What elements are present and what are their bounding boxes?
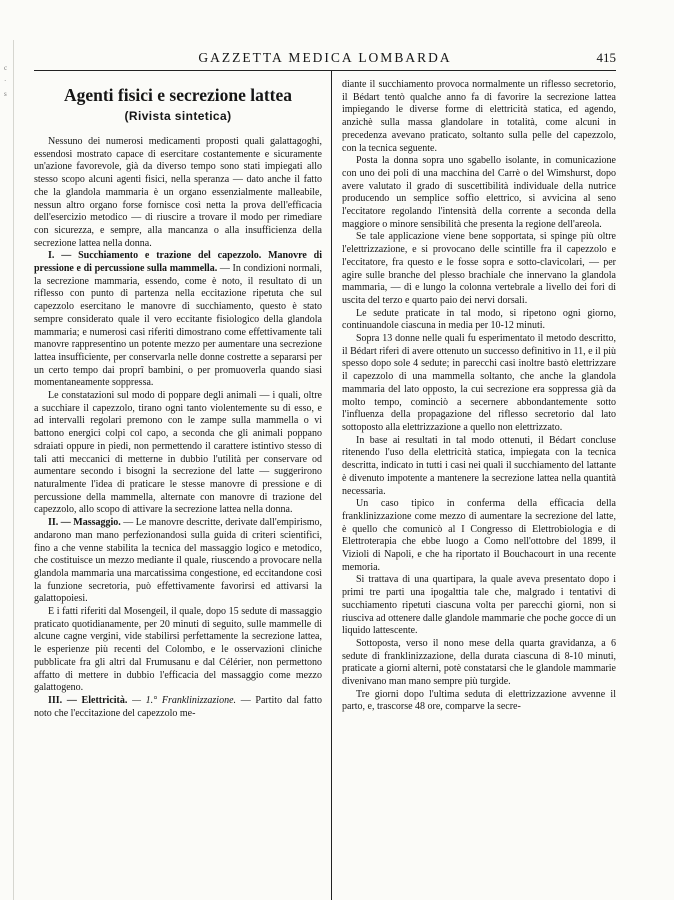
- section-2-paragraph-2: E i fatti riferiti dal Mosengeil, il quale, dopo 15 sedute di massaggio praticato quotidianamente, per 20 minuti di seguito, sulle mammelle di alcune cagne vergini, vide stabilirsi perfettamente la secrezione lattea, le esperienze più recenti del Colombo, e le osservazioni cliniche pubblicate fra gli altri dal Frumusanu e dal Célérier, non permettono affatto di mettere in dubbio l'efficacia del massaggio come mezzo galattogeno.: [34, 606, 322, 694]
- article-subtitle: (Rivista sintetica): [124, 109, 232, 123]
- running-header: [34, 50, 616, 68]
- paragraph: Se tale applicazione viene bene sopportata, si spinge più oltre l'elettrizzazione, e si provocano delle scintille fra il capezzolo e l'eccitatore, fra questo e le fosse sopra e sotto-clavicolari, — per agire sulle branche del plesso brachiale che innervano la glandola mammaria, — di e lungo la colonna vertebrale a livello dei fori di uscita del terzo e quarto paio dei nervi dorsali.: [342, 231, 616, 306]
- section-1-paragraph: [34, 250, 322, 390]
- paragraph: Le sedute praticate in tal modo, si ripetono ogni giorno, continuandole ciascuna in media per 10-12 minuti.: [342, 307, 616, 332]
- section-3-subheading: — 1.° Franklinizzazione.: [132, 694, 237, 706]
- paragraph: In base ai resultati in tal modo ottenuti, il Bédart concluse ritenendo l'uso della elettricità statica, impiegata con la tecnica descritta, indicato in tutti i casi nei quali il succhiamento del lattante è divenuto impotente a mantenere la secrezione lattea nella quantità necessaria.: [342, 434, 616, 497]
- article-title: Agenti fisici e secrezione lattea: [63, 85, 293, 105]
- paragraph: Un caso tipico in conferma della efficacia della franklinizzazione come mezzo di aumentare la secrezione del latte, è quello che comunicò al I Congresso di Elettrobiologia e di Elettroterapia che ebbe luogo a Como nell'ottobre del 1899, il Vizioli di Napoli, e che ha riportato il Bouchacourt in una recente memoria.: [342, 498, 616, 573]
- section-1-text: — In condizioni normali, la secrezione mammaria, essendo, come è noto, il resultato di un riflesso con punto di partenza nella eccitazione ripetuta che sul capezzolo esercitano le manovre di succhiamento, questo è stato sempre considerato quale il vero eccitante fisiologico della glandola mammaria; e numerosi casi riferiti dimostrano come effettivamente tali manovre rappresentino un potente mezzo per aumentare una secrezione lattea insufficiente, per conservarla nelle donne costrette a separarsi per un certo tempo dai proprî bambini, o per promuoverla quando siasi momentaneamente soppressa.: [34, 263, 322, 389]
- margin-mark: c: [4, 64, 8, 72]
- section-2-text: — Le manovre descritte, derivate dall'empirismo, andarono man mano perfezionandosi sulla guida di criteri scientifici, fino a che venne stabilita la tecnica del massaggio logico e metodico, che costituisce un mezzo mediante il quale, riuscendo a provocare nella glandola mammaria una marcatissima congestione, ed eccitandone così la funzione secretoria, può effettivamente favorirsi ed attivarsi la galattopoiesi.: [34, 517, 322, 605]
- section-1-paragraph-2: Le constatazioni sul modo di poppare degli animali — i quali, oltre a succhiare il capezzolo, tirano ogni tanto violentemente su di esso, e ad intervalli regolari premono con le zampe sulla mammella o vi battono energici colpi col capo, a seconda che gli animali poppano sdraiati oppure in piedi, non permettendo il carattere istintivo stesso di tali atti meccanici di metterne in dubbio l'utilità per conservare od aumentare secondo i bisogni la secrezione del latte — suggerirono naturalmente l'idea di praticare le stesse manovre di pressione e di percussione della mammella, alternate con manovre di trazione del capezzolo, allo scopo di attivare la secrezione lattea nella donna.: [34, 390, 322, 516]
- column-divider: [331, 70, 332, 900]
- section-2-paragraph: [34, 517, 322, 606]
- paragraph: Sopra 13 donne nelle quali fu esperimentato il metodo descritto, il Bédart riferì di avere ottenuto un successo definitivo in 11, e il più spesso dopo sole 4 sedute; in parecchi casi inoltre bastò elettrizzare il capezzolo di una mammella soltanto, che anche la glandola mammaria del lato opposto, la cui secrezione era soppressa già da molto tempo, cominciò a secernere abbondantemente sotto l'influenza della propagazione del riflesso secretorio dal lato sottoposto alla elettrizzazione a quello non elettrizzato.: [342, 333, 616, 433]
- page-number: 415: [596, 50, 616, 65]
- margin-mark: ·: [4, 77, 7, 85]
- paragraph: Sottoposta, verso il nono mese della quarta gravidanza, a 6 sedute di franklinizzazione, della durata ciascuna di 8-10 minuti, praticate a giorni alterni, potè constatarsi che le glandole mammarie divenivano man mano sempre più turgide.: [342, 637, 616, 688]
- left-column: [34, 76, 322, 720]
- paragraph: Tre giorni dopo l'ultima seduta di elettrizzazione avvenne il parto, e, trascorse 48 ore, comparve la secre-: [342, 688, 616, 713]
- journal-title: GAZZETTA MEDICA LOMBARDA: [198, 50, 452, 65]
- section-3-text: — Partito dal fatto noto che l'eccitazione del capezzolo me-: [34, 694, 323, 719]
- continued-paragraph: diante il succhiamento provoca normalmente un riflesso secretorio, il Bédart tentò qualche anno fa di favorire la secrezione lattea impiegando le diverse forme di elettricità statica, ed agendo, anzichè sulla massa glandolare in totalità, come alcuni in precedenza avevano praticato, soltanto sulla pelle del capezzolo, con la tecnica seguente.: [342, 79, 616, 154]
- header-rule: [34, 70, 616, 71]
- section-3-heading: III. — Elettricità.: [48, 694, 128, 706]
- margin-marks: [4, 62, 14, 101]
- binding-edge: [13, 40, 14, 900]
- paragraph: Si trattava di una quartipara, la quale aveva presentato dopo i primi tre parti una ipogalttia tale che, malgrado i tentativi di succhiamento ripetuti ciascuna volta per parecchi giorni, non si riusciva ad ottenere dalle glandole mammarie che poche gocce di un liquido lattescente.: [342, 574, 616, 637]
- paragraph: Posta la donna sopra uno sgabello isolante, in comunicazione con uno dei poli di una macchina del Carrè o del Wimshurst, dopo avere valutato il grado di suscettibilità individuale della nutrice producendo un semplice soffio elettrico, si avvicina al seno l'eccitatore regolando l'intensità della corrente a seconda della maggiore o minore sensibilità che presenta la regione dell'areola.: [342, 155, 616, 230]
- intro-paragraph: Nessuno dei numerosi medicamenti proposti quali galattagoghi, essendosi mostrato capace di esercitare costantemente e sicuramente un'azione favorevole, già da diverso tempo sono stati impiegati allo stesso scopo alcuni agenti fisici, nella speranza — dato anche il fatto che la glandola mammaria è un organo essenzialmente malleabile, nessun altro organo forse fornisce così netta la prova dell'efficacia dell'esercizio metodico — di riuscire a trovare il modo per rimediare con sicurezza, e sempre, alla mancanza o alla insufficienza della secrezione lattea nella donna.: [34, 136, 322, 249]
- right-column: [342, 79, 616, 714]
- section-3-paragraph: [34, 695, 322, 720]
- section-1-heading: I. — Succhiamento e trazione del capezzolo. Manovre di pressione e di percussione sulla mammella.: [34, 250, 322, 275]
- margin-mark: s: [4, 90, 7, 98]
- section-2-heading: II. — Massaggio.: [48, 517, 121, 529]
